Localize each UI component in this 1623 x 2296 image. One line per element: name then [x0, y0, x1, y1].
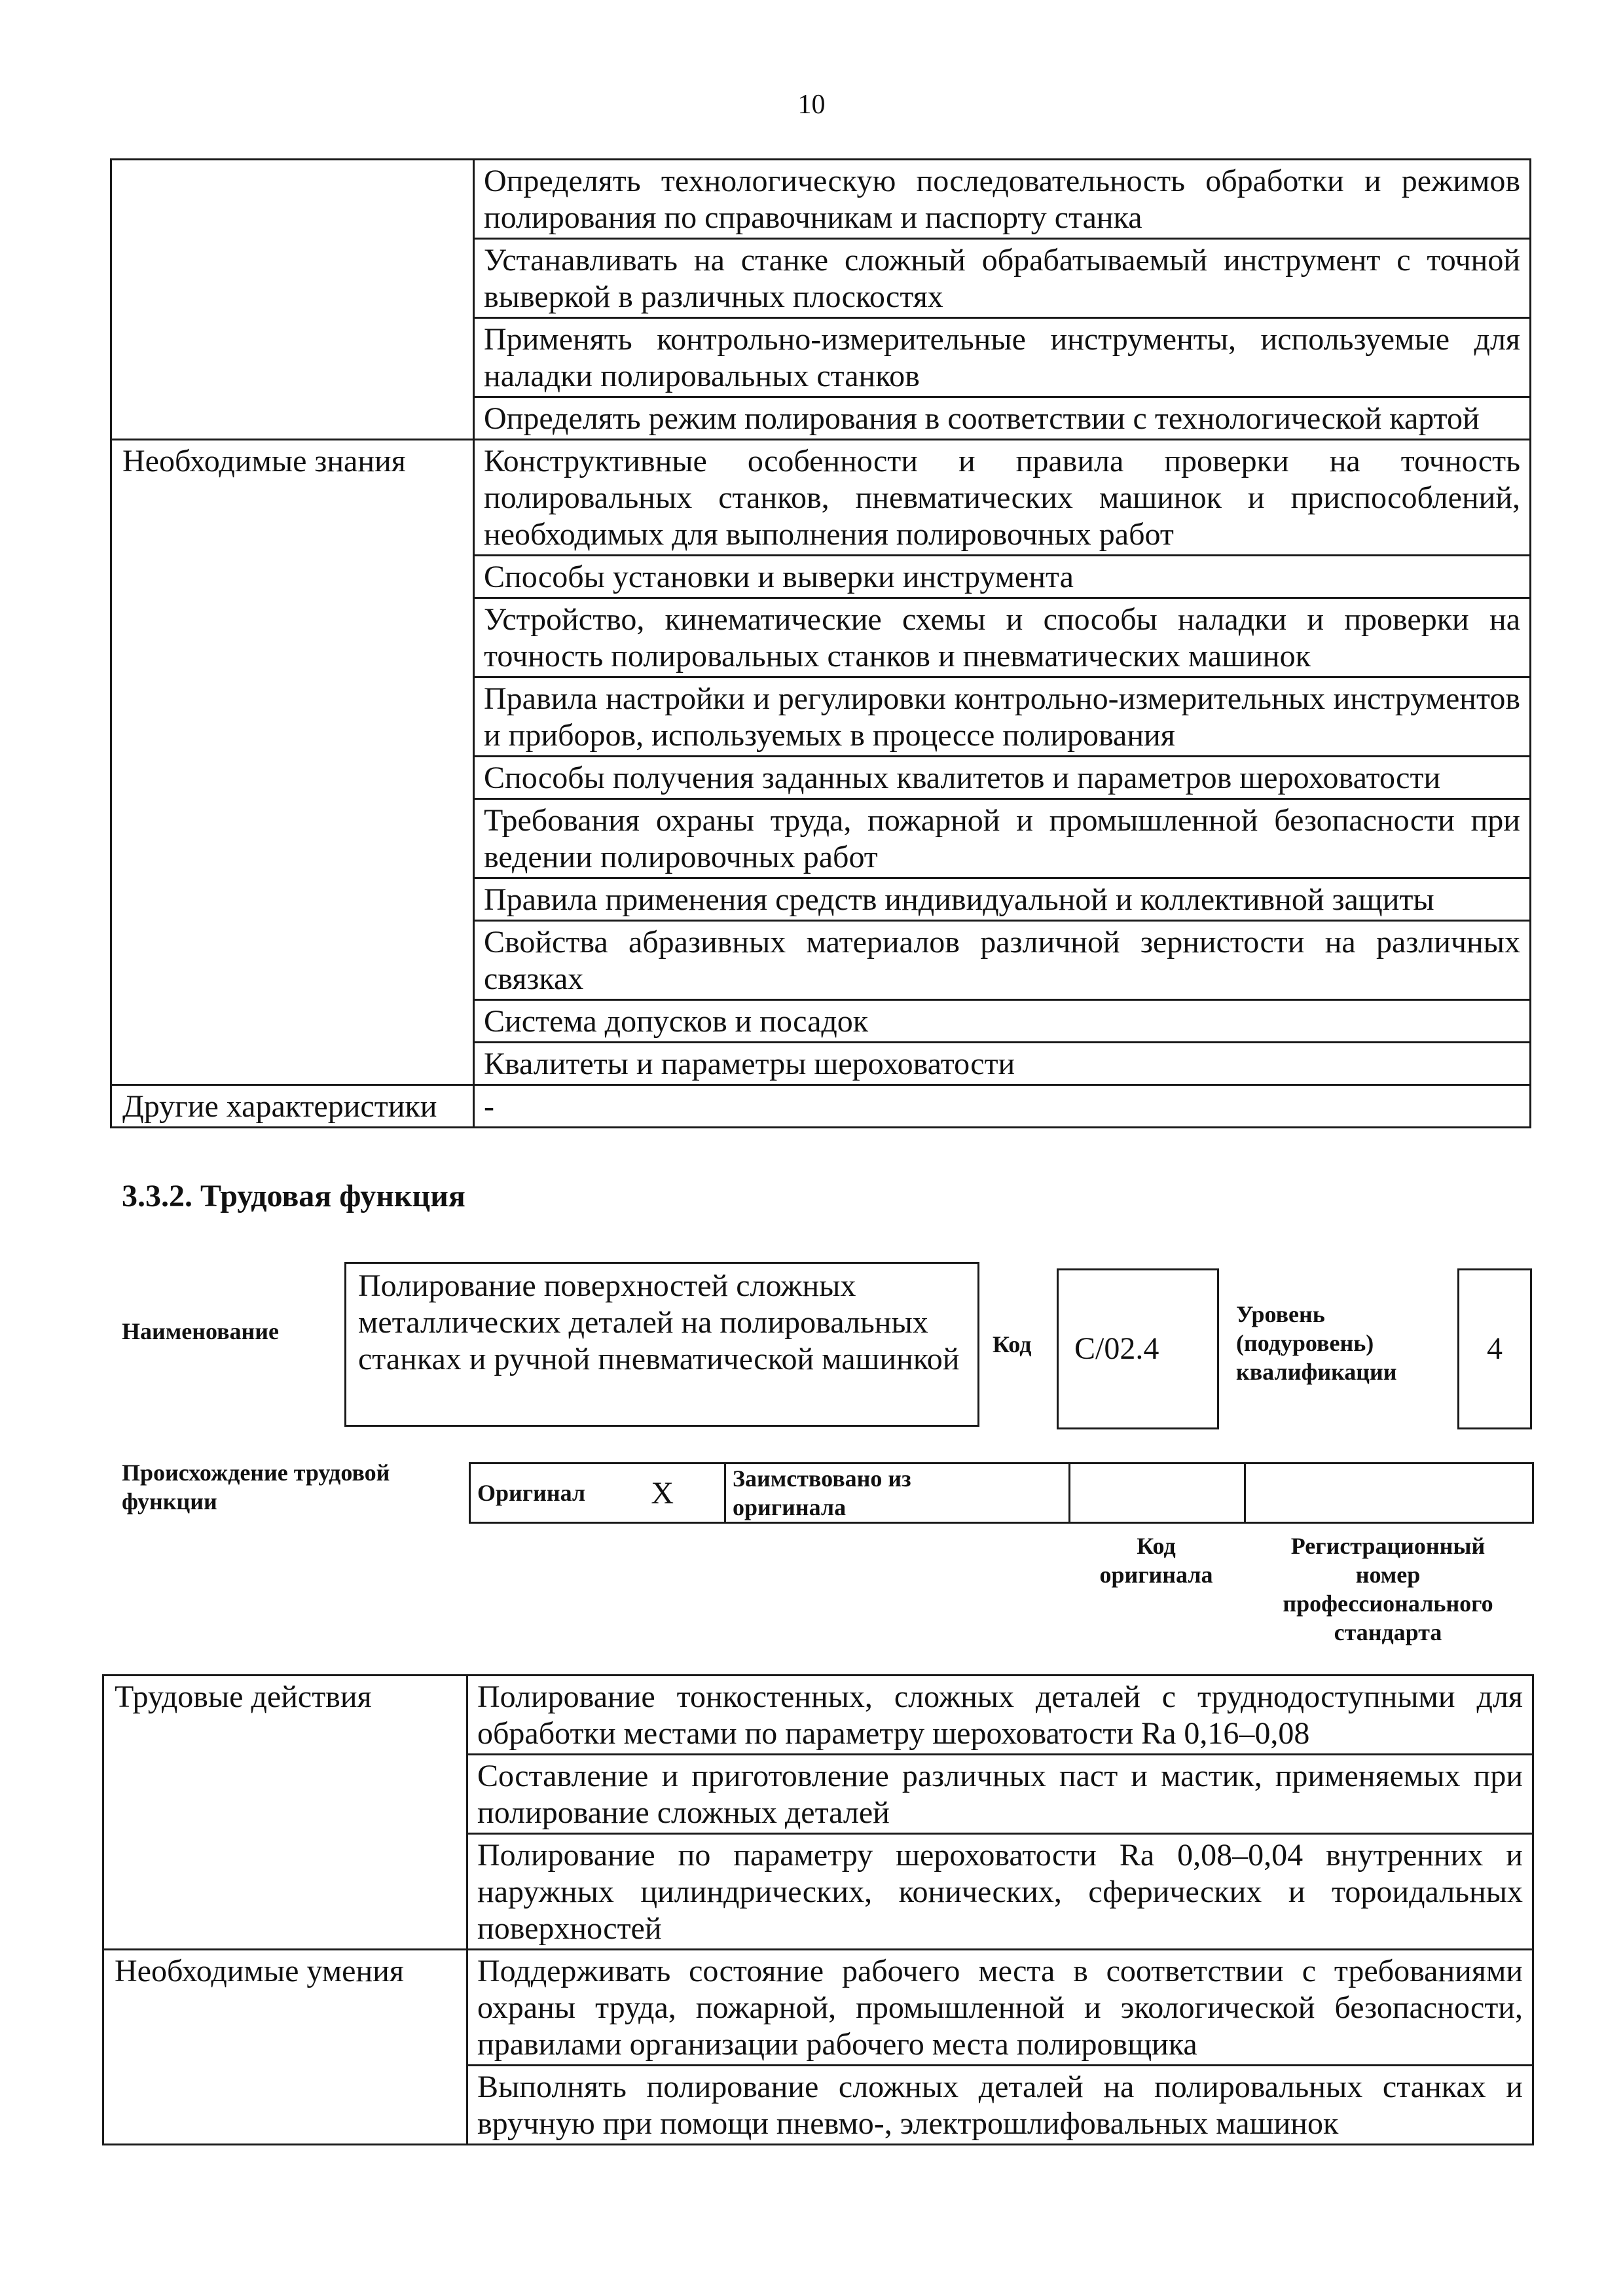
top-requirements-table	[110, 158, 1531, 1128]
table-cell: Способы установки и выверки инструмента	[474, 556, 1531, 598]
origin-label-line: функции	[122, 1488, 217, 1515]
table-row	[470, 1463, 1533, 1523]
original-label: Оригинал	[470, 1463, 601, 1523]
level-label-line: Уровень	[1236, 1301, 1325, 1327]
row-label-skills: Необходимые умения	[103, 1950, 467, 2145]
table-cell: Полирование по параметру шероховатости Ra 0,08–0,04 внутренних и наружных цилиндрических, конических, сферических и тороидальных поверхностей	[467, 1834, 1533, 1950]
row-label-empty	[111, 160, 474, 440]
table-cell: Определять технологическую последовательность обработки и режимов полирования по справочникам и паспорту станка	[474, 160, 1531, 239]
function-code-box: С/02.4	[1057, 1268, 1219, 1429]
row-label-actions: Трудовые действия	[103, 1676, 467, 1950]
table-cell: Определять режим полирования в соответствии с технологической картой	[474, 397, 1531, 440]
table-cell: Поддерживать состояние рабочего места в соответствии с требованиями охраны труда, пожарной, промышленной и экологической безопасности, правилами организации рабочего места полировщика	[467, 1950, 1533, 2066]
table-cell: Свойства абразивных материалов различной зернистости на различных связках	[474, 921, 1531, 1000]
labor-actions-table	[102, 1674, 1534, 2145]
table-cell: Устанавливать на станке сложный обрабатываемый инструмент с точной выверкой в различных плоскостях	[474, 239, 1531, 318]
origin-label	[122, 1458, 390, 1516]
table-cell: Полирование тонкостенных, сложных деталей с труднодоступными для обработки местами по параметру шероховатости Ra 0,16–0,08	[467, 1676, 1533, 1755]
section-heading: 3.3.2. Трудовая функция	[122, 1179, 465, 1213]
table-cell: Составление и приготовление различных паст и мастик, применяемых при полирование сложных деталей	[467, 1755, 1533, 1834]
code-caption	[1068, 1532, 1244, 1589]
registration-caption-line: Регистрационный	[1290, 1533, 1486, 1559]
borrowed-label-line: Заимствовано из	[733, 1465, 911, 1492]
registration-caption	[1244, 1532, 1532, 1647]
code-caption-line: Код	[1137, 1533, 1176, 1559]
table-cell: Правила применения средств индивидуальной и коллективной защиты	[474, 878, 1531, 921]
origin-label-line: Происхождение трудовой	[122, 1460, 390, 1486]
table-cell: Применять контрольно-измерительные инструменты, используемые для наладки полировальных станков	[474, 318, 1531, 397]
table-row	[111, 440, 1531, 556]
level-label-line: квалификации	[1236, 1359, 1397, 1385]
original-mark: X	[601, 1463, 725, 1523]
row-label-knowledge: Необходимые знания	[111, 440, 474, 1085]
registration-caption-line: профессионального	[1283, 1590, 1493, 1617]
table-row	[103, 1950, 1533, 2066]
table-cell: -	[474, 1085, 1531, 1128]
function-name-box: Полирование поверхностей сложных металлических деталей на полировальных станках и ручной пневматической машинкой	[344, 1262, 979, 1427]
borrowed-label	[725, 1463, 1070, 1523]
table-row	[111, 1085, 1531, 1128]
level-label-block	[1236, 1300, 1397, 1386]
row-label-other: Другие характеристики	[111, 1085, 474, 1128]
level-label-line: (подуровень)	[1236, 1330, 1374, 1356]
registration-caption-line: номер	[1355, 1562, 1421, 1588]
original-code-cell	[1070, 1463, 1245, 1523]
name-label: Наименование	[122, 1318, 279, 1344]
table-cell: Выполнять полирование сложных деталей на полировальных станках и вручную при помощи пневмо-, электрошлифовальных машинок	[467, 2066, 1533, 2145]
table-cell: Требования охраны труда, пожарной и промышленной безопасности при ведении полировочных работ	[474, 799, 1531, 878]
table-cell: Правила настройки и регулировки контрольно-измерительных инструментов и приборов, используемых в процессе полирования	[474, 677, 1531, 757]
table-cell: Способы получения заданных квалитетов и параметров шероховатости	[474, 757, 1531, 799]
code-label: Код	[993, 1331, 1032, 1357]
table-row	[103, 1676, 1533, 1755]
table-cell: Система допусков и посадок	[474, 1000, 1531, 1043]
code-caption-line: оригинала	[1099, 1562, 1213, 1588]
registration-number-cell	[1245, 1463, 1533, 1523]
table-cell: Устройство, кинематические схемы и способы наладки и проверки на точность полировальных станков и пневматических машинок	[474, 598, 1531, 677]
qualification-level-box: 4	[1457, 1268, 1532, 1429]
borrowed-label-line: оригинала	[733, 1494, 847, 1520]
table-row	[111, 160, 1531, 239]
page-number: 10	[797, 90, 826, 120]
table-cell: Квалитеты и параметры шероховатости	[474, 1043, 1531, 1085]
registration-caption-line: стандарта	[1334, 1619, 1442, 1645]
table-cell: Конструктивные особенности и правила проверки на точность полировальных станков, пневматических машинок и приспособлений, необходимых для выполнения полировочных работ	[474, 440, 1531, 556]
origin-table	[469, 1462, 1534, 1524]
